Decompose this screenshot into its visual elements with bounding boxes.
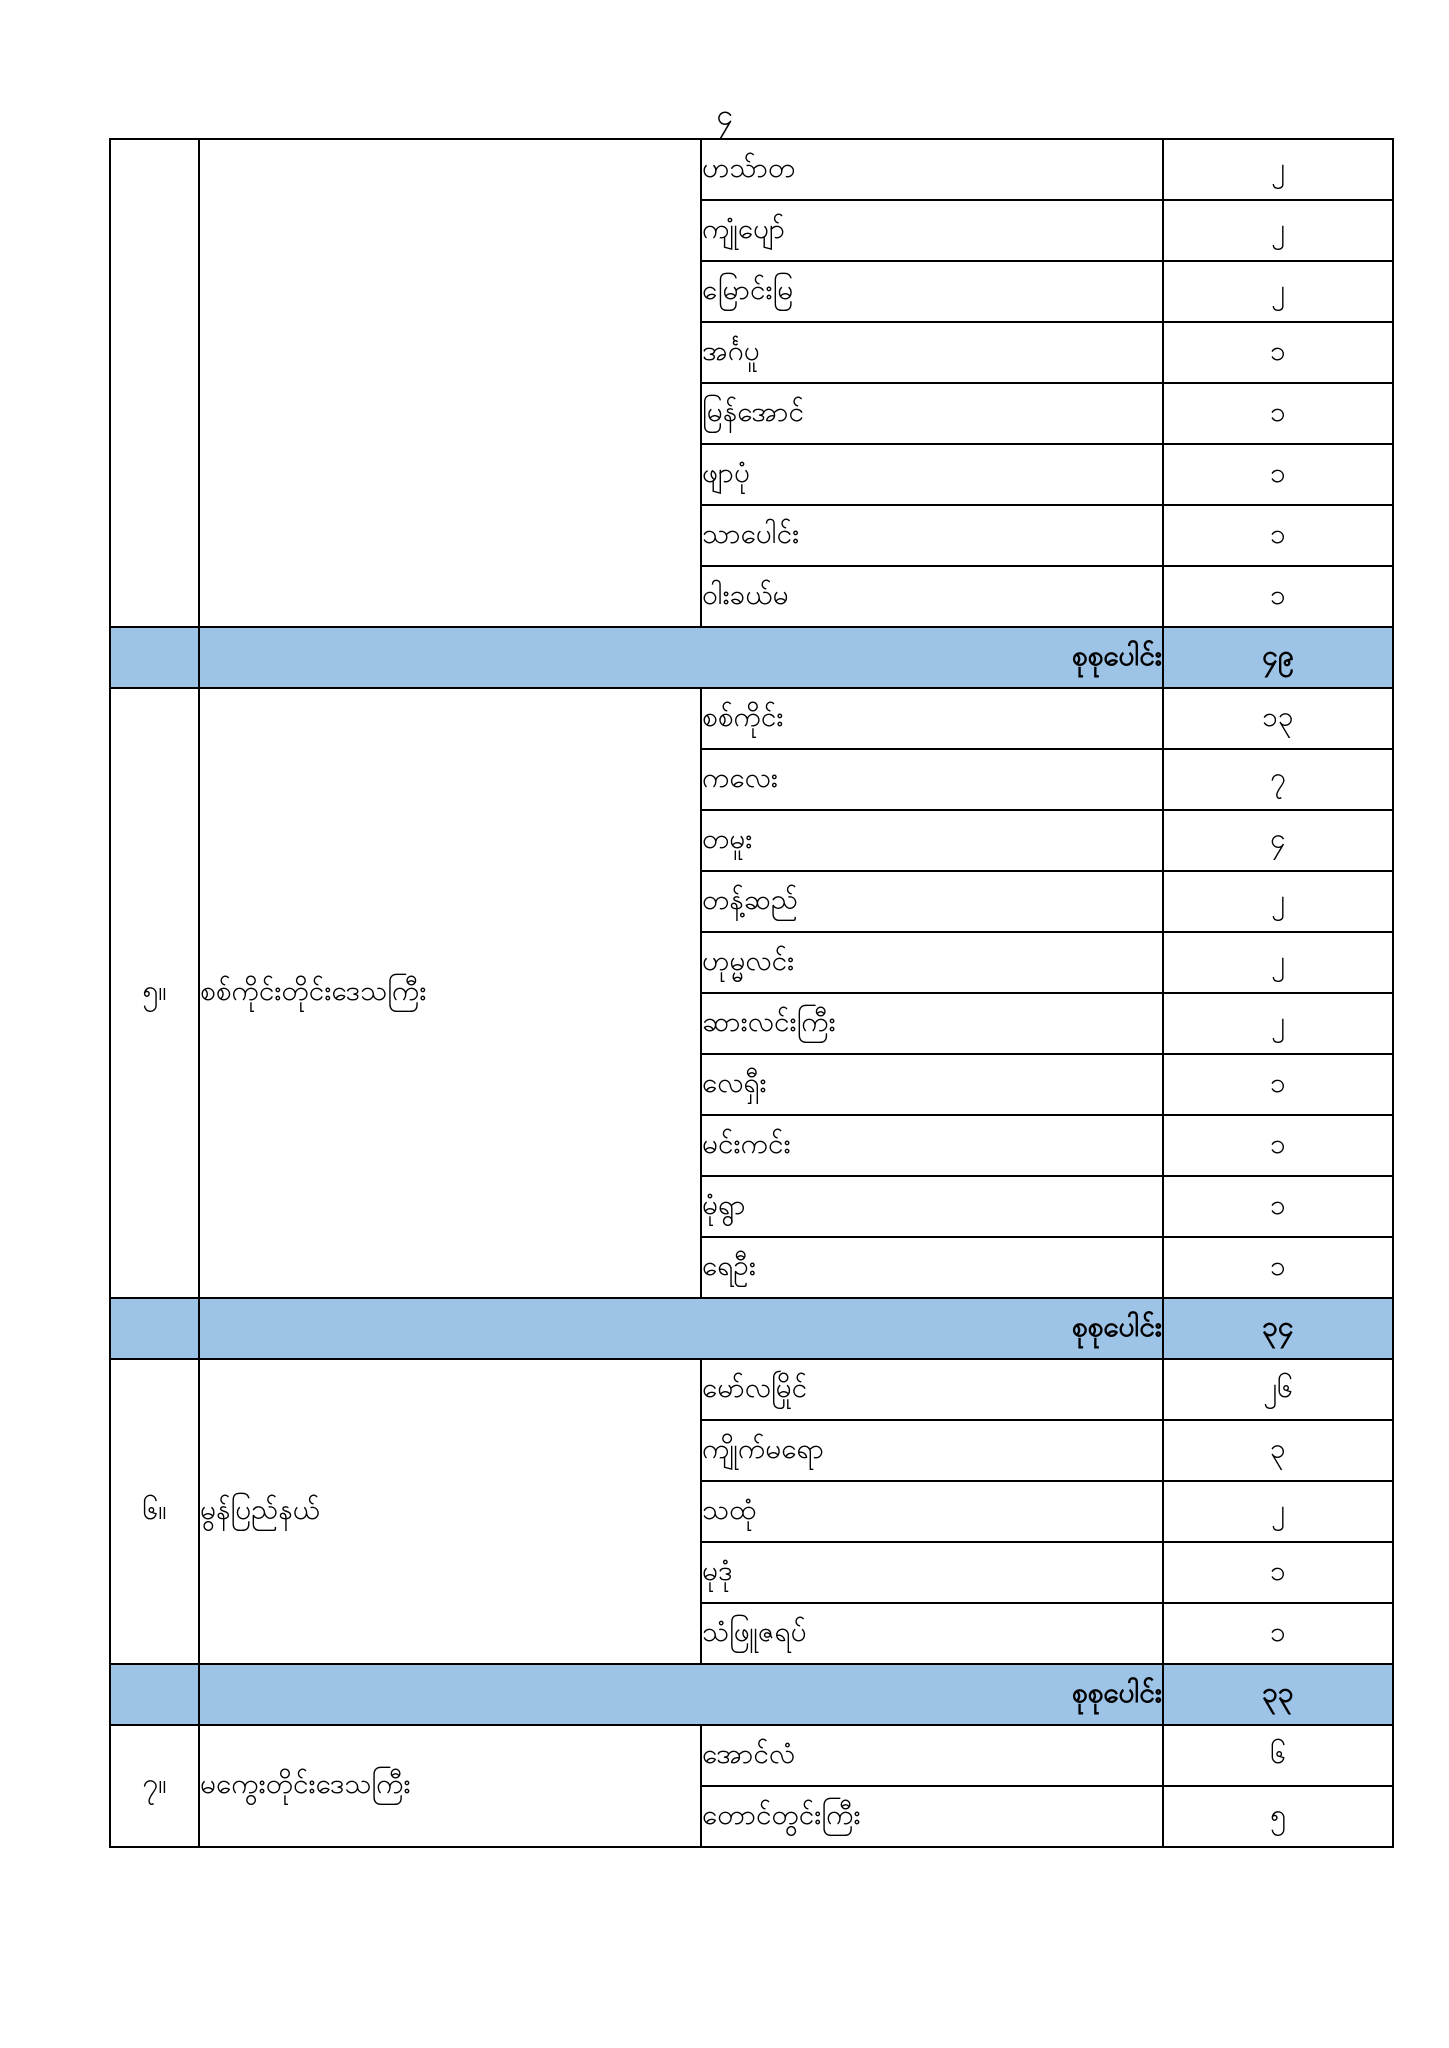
township-count: ၅: [1163, 1786, 1393, 1847]
township-count: ၁: [1163, 1542, 1393, 1603]
total-spacer: [110, 627, 199, 688]
township-count: ၂: [1163, 1481, 1393, 1542]
region-table-body: [110, 139, 1393, 1847]
total-row: [110, 627, 1393, 688]
table-row: [110, 688, 1393, 749]
township-count: ၂၆: [1163, 1359, 1393, 1420]
township-name: တောင်တွင်းကြီး: [701, 1786, 1163, 1847]
township-name: ကျုံပျော်: [701, 200, 1163, 261]
total-spacer: [110, 1664, 199, 1725]
township-count: ၁: [1163, 1054, 1393, 1115]
region-name: [199, 139, 701, 627]
township-count: ၁: [1163, 383, 1393, 444]
township-count: ၁: [1163, 1603, 1393, 1664]
township-name: လေရှီး: [701, 1054, 1163, 1115]
table-row: [110, 1725, 1393, 1786]
township-name: တမူး: [701, 810, 1163, 871]
township-name: ဟုမ္မလင်း: [701, 932, 1163, 993]
township-name: တန့်ဆည်: [701, 871, 1163, 932]
township-count: ၁: [1163, 444, 1393, 505]
township-count: ၆: [1163, 1725, 1393, 1786]
region-number: ၅။: [110, 688, 199, 1298]
township-count: ၁: [1163, 1115, 1393, 1176]
township-name: ဟသ်ာတ: [701, 139, 1163, 200]
region-number: [110, 139, 199, 627]
township-name: အင်္ဂပူ: [701, 322, 1163, 383]
township-count: ၁: [1163, 1237, 1393, 1298]
township-name: ဖျာပုံ: [701, 444, 1163, 505]
page-number: ၄: [716, 98, 733, 133]
total-value: ၃၄: [1163, 1298, 1393, 1359]
total-value: ၃၃: [1163, 1664, 1393, 1725]
township-name: အောင်လံ: [701, 1725, 1163, 1786]
township-name: မော်လမြိုင်: [701, 1359, 1163, 1420]
township-count: ၂: [1163, 200, 1393, 261]
township-count: ၂: [1163, 261, 1393, 322]
total-row: [110, 1298, 1393, 1359]
region-table: [109, 138, 1394, 1848]
township-name: စစ်ကိုင်း: [701, 688, 1163, 749]
township-count: ၁: [1163, 322, 1393, 383]
township-count: ၁: [1163, 566, 1393, 627]
township-name: မြောင်းမြ: [701, 261, 1163, 322]
total-label: စုစုပေါင်း: [199, 1664, 1163, 1725]
township-name: သထုံ: [701, 1481, 1163, 1542]
township-name: မင်းကင်း: [701, 1115, 1163, 1176]
region-name: မကွေးတိုင်းဒေသကြီး: [199, 1725, 701, 1847]
township-name: ကလေး: [701, 749, 1163, 810]
township-count: ၃: [1163, 1420, 1393, 1481]
township-count: ၂: [1163, 993, 1393, 1054]
township-name: မြန်အောင်: [701, 383, 1163, 444]
total-row: [110, 1664, 1393, 1725]
total-value: ၄၉: [1163, 627, 1393, 688]
township-count: ၁၃: [1163, 688, 1393, 749]
township-count: ၂: [1163, 932, 1393, 993]
township-count: ၂: [1163, 139, 1393, 200]
township-count: ၂: [1163, 871, 1393, 932]
total-label: စုစုပေါင်း: [199, 627, 1163, 688]
township-name: ရေဦး: [701, 1237, 1163, 1298]
township-count: ၁: [1163, 505, 1393, 566]
table-row: [110, 1359, 1393, 1420]
table-row: [110, 139, 1393, 200]
township-name: မုံရွာ: [701, 1176, 1163, 1237]
township-count: ၇: [1163, 749, 1393, 810]
region-name: မွန်ပြည်နယ်: [199, 1359, 701, 1664]
township-name: ဝါးခယ်မ: [701, 566, 1163, 627]
township-count: ၄: [1163, 810, 1393, 871]
total-label: စုစုပေါင်း: [199, 1298, 1163, 1359]
township-name: သာပေါင်း: [701, 505, 1163, 566]
township-name: မုဒုံ: [701, 1542, 1163, 1603]
township-name: သံဖြူဇရပ်: [701, 1603, 1163, 1664]
township-name: ကျိုက်မရော: [701, 1420, 1163, 1481]
region-name: စစ်ကိုင်းတိုင်းဒေသကြီး: [199, 688, 701, 1298]
total-spacer: [110, 1298, 199, 1359]
region-number: ၇။: [110, 1725, 199, 1847]
township-name: ဆားလင်းကြီး: [701, 993, 1163, 1054]
region-number: ၆။: [110, 1359, 199, 1664]
township-count: ၁: [1163, 1176, 1393, 1237]
